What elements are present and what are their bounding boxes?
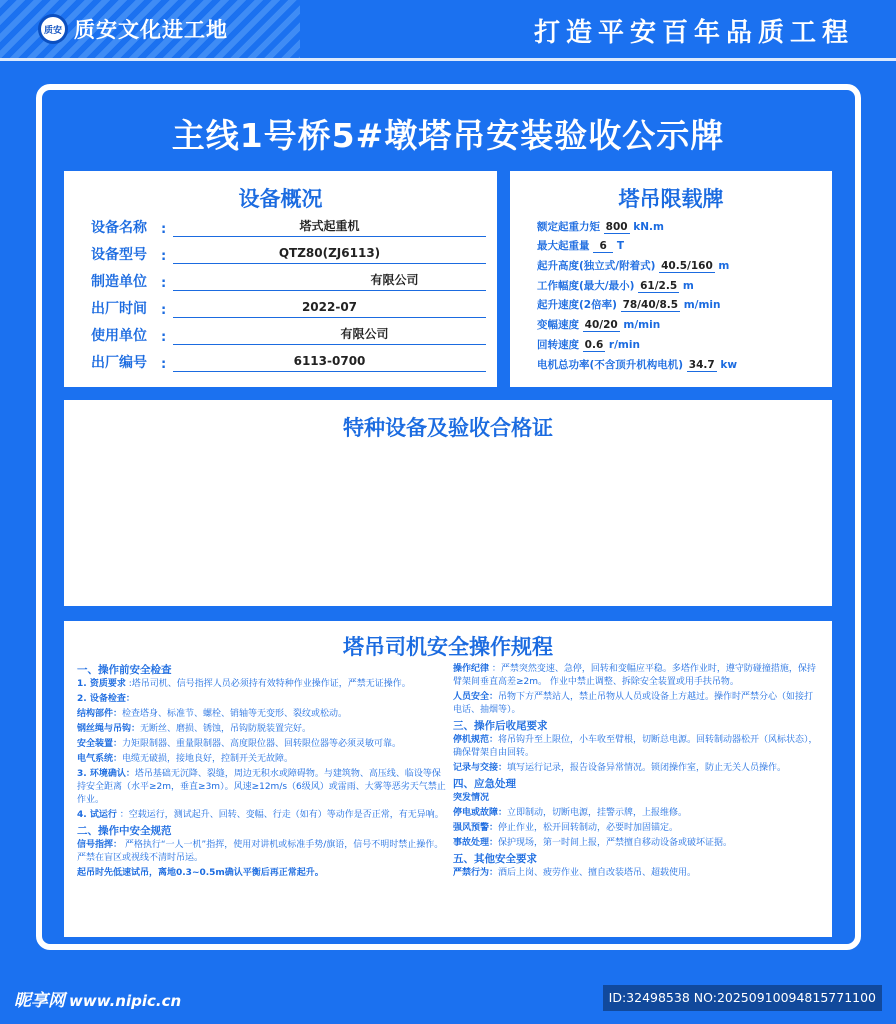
load-unit: m/min [683,299,721,311]
certificate-heading: 特种设备及验收合格证 [343,416,553,440]
load-unit: m [682,280,694,292]
rules-section-title: 二、操作中安全规范 [77,825,172,837]
rules-paragraph [453,691,821,717]
equipment-value: 有限公司 [173,326,486,345]
rule-text: 吊物下方严禁站人，禁止吊物从人员或设备上方越过。操作时严禁分心（如接打电话、抽烟等）。 [453,692,814,715]
rules-heading: 塔吊司机安全操作规程 [343,635,553,659]
rule-text: 无断丝、磨损、锈蚀，吊钩防脱装置完好。 [140,724,312,734]
load-label: 电机总功率(不含顶升机构电机) [537,359,684,371]
rules-paragraph [77,693,447,706]
rule-title: 3. 环境确认： [77,769,135,779]
header-bar [0,0,896,58]
colon-dots: : [161,357,167,372]
rules-paragraph [453,837,821,850]
load-row [537,219,664,234]
load-unit: T [616,240,624,252]
rule-title: 停机规范： [453,735,499,745]
rule-title: 钢丝绳与吊钩： [77,724,141,734]
rule-text: 起吊时先低速试吊，离地0.3~0.5m确认平衡后再正常起升。 [77,868,324,878]
rule-title: 结构部件： [77,709,123,719]
board-title: 主线1号桥5#墩塔吊安装验收公示牌 [171,116,725,155]
rule-text: 填写运行记录，报告设备异常情况。锁闭操作室，防止无关人员操作。 [507,763,787,773]
rule-title: 突发情况 [453,793,490,803]
equipment-row [91,244,486,264]
header-divider [0,58,896,61]
brand-name: 质安文化进工地 [74,18,228,42]
equipment-heading: 设备概况 [238,187,323,211]
rule-title: 停电或故障： [453,808,508,818]
rule-title: 记录与交接： [453,763,508,773]
rules-right-column [453,663,821,882]
rule-title: 人员安全： [453,692,499,702]
rules-paragraph [77,738,447,751]
load-limit-panel [510,171,832,387]
load-row [537,357,737,372]
load-row [537,238,624,253]
rule-text: 检查塔身、标准节、螺栓、销轴等无变形、裂纹或松动。 [122,709,348,719]
rule-title: 2. 设备检查： [77,694,135,704]
rule-text: 保护现场，第一时间上报，严禁擅自移动设备或破坏证据。 [498,838,733,848]
equipment-label: 出厂编号 [91,355,147,371]
rule-title: 4. 试运行 [77,810,117,820]
rules-paragraph [77,723,447,736]
load-value: 61/2.5 [640,280,678,292]
rule-title: 强风预警： [453,823,499,833]
rule-text: 严格执行“一人一机”指挥，使用对讲机或标准手势/旗语，信号不明时禁止操作。 严禁在盲区或视线不清时吊运。 [77,840,444,863]
load-value: 40/20 [584,319,618,331]
equipment-label: 制造单位 [91,274,147,290]
colon-dots: : [161,249,167,264]
rules-paragraph [453,867,821,880]
rule-title: 安全装置： [77,739,123,749]
load-row [537,337,640,352]
equipment-value: 塔式起重机 [173,218,486,237]
equipment-label: 使用单位 [91,328,147,344]
load-limit-heading: 塔吊限载牌 [618,187,724,211]
rule-text: 电缆无破损，接地良好，控制开关无故障。 [122,754,294,764]
rule-title: 操作纪律 [453,664,490,674]
rules-paragraph [453,663,821,689]
rule-text: 立即制动，切断电源，挂警示牌，上报维修。 [507,808,688,818]
rules-section-title: 三、操作后收尾要求 [453,720,548,732]
rules-paragraph [453,807,821,820]
brand-block [38,12,228,46]
load-unit: kN.m [633,221,664,233]
rules-paragraph [77,768,447,807]
rule-text: 塔吊基础无沉降、裂缝，周边无积水或障碍物。与建筑物、高压线、临设等保持安全距离（水平≥2m，垂直≥3m）。风速≥12m/s（6级风）或雷雨、大雾等恶劣天气禁止作业。 [77,769,446,805]
watermark-site [14,986,181,1011]
load-label: 最大起重量 [537,240,590,252]
load-label: 起升高度(独立式/附着式) [537,260,656,272]
header-slogan: 打造平安百年品质工程 [533,18,854,48]
load-label: 起升速度(2倍率) [537,299,617,311]
load-unit: m/min [623,319,661,331]
rule-text: ：严禁突然变速、急停，回转和变幅应平稳。多塔作业时，遵守防碰撞措施，保持臂架间垂直高差≥2m。 作业中禁止调整、拆除安全装置或用手扶吊物。 [453,664,816,687]
rule-title: 信号指挥： [77,840,123,850]
rules-paragraph [77,839,447,865]
load-value: 40.5/160 [661,260,713,272]
load-row [537,278,694,293]
equipment-label: 出厂时间 [91,301,147,317]
brand-logo [38,14,68,44]
colon-dots: : [161,330,167,345]
rule-text: 将吊钩升至上限位，小车收至臂根，切断总电源。回转制动器松开（风标状态），确保臂架自由回转。 [453,735,818,758]
rules-panel [64,621,832,937]
rule-text: 力矩限制器、重量限制器、高度限位器、回转限位器等必须灵敏可靠。 [122,739,402,749]
rule-text: 酒后上岗、疲劳作业、擅自改装塔吊、超载使用。 [498,868,697,878]
watermark-url: www.nipic.cn [69,992,182,1010]
equipment-label: 设备型号 [91,247,147,263]
rules-paragraph [77,708,447,721]
rule-title: 电气系统： [77,754,123,764]
load-label: 额定起重力矩 [537,221,600,233]
equipment-row [91,298,486,318]
load-value: 800 [605,221,628,233]
colon-dots: : [161,222,167,237]
equipment-panel [64,171,497,387]
load-row [537,258,729,273]
rule-text: :塔吊司机、信号指挥人员必须持有效特种作业操作证，严禁无证操作。 [125,679,411,689]
equipment-row [91,271,486,291]
rule-text: 停止作业，松开回转制动，必要时加固锚定。 [498,823,679,833]
equipment-label: 设备名称 [91,220,147,236]
rule-text: ：空载运行，测试起升、回转、变幅、行走（如有）等动作是否正常，有无异响。 [116,810,444,820]
equipment-value: 2022-07 [173,299,486,318]
colon-dots: : [161,276,167,291]
rules-section-title: 四、应急处理 [453,778,516,790]
rules-section-title: 一、操作前安全检查 [77,664,172,676]
rules-paragraph [77,809,447,822]
load-label: 工作幅度(最大/最小) [537,280,635,292]
load-value: 0.6 [584,339,604,351]
load-label: 回转速度 [537,339,579,351]
equipment-row [91,217,486,237]
rule-title: 事故处理： [453,838,499,848]
rules-paragraph [453,734,821,760]
rules-paragraph [453,822,821,835]
rule-title: 1. 资质要求 [77,679,126,689]
rules-paragraph [453,792,821,805]
load-unit: r/min [608,339,640,351]
load-label: 变幅速度 [537,319,579,331]
load-value: 34.7 [688,359,715,371]
watermark-site-name: 昵享网 [14,991,65,1011]
load-row [537,297,721,312]
load-value: 78/40/8.5 [622,299,679,311]
equipment-row [91,352,486,372]
load-unit: m [718,260,730,272]
image-id-label: ID:32498538 NO:20250910094815771100 [603,985,882,1011]
rule-title: 严禁行为： [453,868,499,878]
rules-paragraph [77,867,447,880]
rules-paragraph [453,762,821,775]
colon-dots: : [161,303,167,318]
equipment-value: QTZ80(ZJ6113) [173,245,486,264]
equipment-value: 6113-0700 [173,353,486,372]
load-row [537,317,660,332]
rules-paragraph [77,753,447,766]
rules-left-column [77,663,447,882]
equipment-row [91,325,486,345]
load-unit: kw [720,359,738,371]
certificate-panel [64,400,832,606]
logo-text: 质安 [43,25,62,36]
rules-paragraph [77,678,447,691]
rules-section-title: 五、其他安全要求 [453,853,537,865]
equipment-value: 有限公司 [173,272,486,291]
load-value: 6 [593,240,613,253]
